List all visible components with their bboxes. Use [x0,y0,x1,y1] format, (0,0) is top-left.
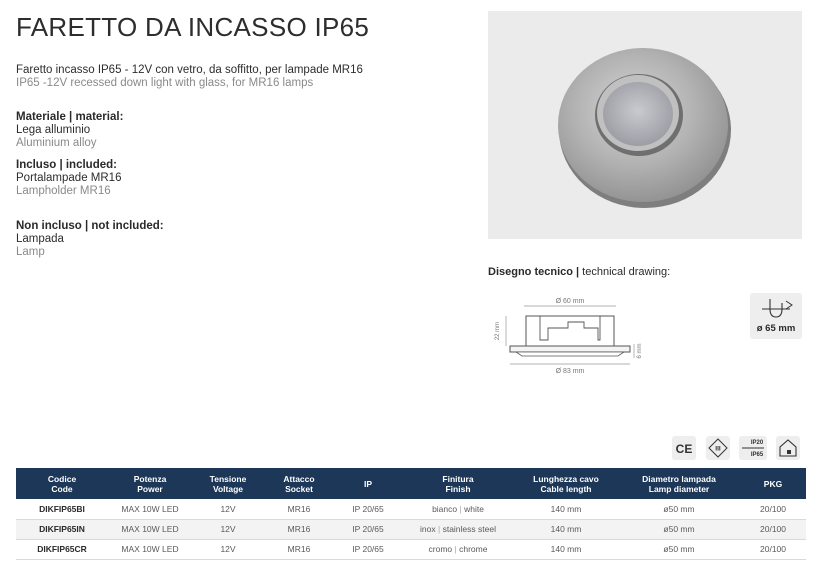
dim-rim-label: 6 mm [637,343,643,359]
spec-value-en: Lamp [16,246,45,258]
col-header-voltage: Tensione Voltage [192,468,264,499]
col-header-pkg: PKG [740,468,806,499]
svg-text:CE: CE [675,442,693,456]
spec-included [16,159,121,198]
cutout-hole-badge [750,293,802,339]
spec-value-it: Portalampade MR16 [16,172,122,184]
table-row: DIKFIP65IN MAX 10W LED 12V MR16 IP 20/65 inox | stainless steel 140 mm ø50 mm 20/100 [16,519,806,539]
col-header-socket: Attacco Socket [264,468,334,499]
spec-value-en: Lampholder MR16 [16,185,111,197]
spec-value-it: Lega alluminio [16,124,91,136]
drawing-title: Disegno tecnico | technical drawing: [488,266,671,278]
indoor-use-icon [776,436,800,460]
table-row: DIKFIP65BI MAX 10W LED 12V MR16 IP 20/65 bianco | white 140 mm ø50 mm 20/100 [16,499,806,519]
svg-text:IP20: IP20 [750,440,764,446]
product-photo [488,11,802,239]
ip-rating-icon [739,436,767,460]
product-description [16,64,363,90]
page-title: FARETTO DA INCASSO IP65 [16,12,370,42]
dim-bottom-label: Ø 83 mm [555,368,585,375]
downlight-illustration [488,11,802,239]
spec-value-en: Aluminium alloy [16,137,97,149]
spec-heading: Non incluso | not included: [16,220,164,232]
spec-material [16,111,123,150]
col-header-power: Potenza Power [108,468,192,499]
description-it: Faretto incasso IP65 - 12V con vetro, da soffitto, per lampade MR16 [16,64,363,76]
technical-drawing [488,288,648,380]
dim-height-label: 22 mm [495,321,501,341]
table-row: DIKFIP65CR MAX 10W LED 12V MR16 IP 20/65 cromo | chrome 140 mm ø50 mm 20/100 [16,539,806,559]
cutout-diameter-label: ø 65 mm [756,323,796,334]
ceiling-cutout-icon [750,293,802,323]
spec-heading: Incluso | included: [16,159,117,171]
svg-text:IP65: IP65 [750,452,764,458]
col-header-lamp-diameter: Diametro lampada Lamp diameter [618,468,740,499]
class-iii-icon [706,436,730,460]
svg-text:III: III [715,445,721,453]
description-en: IP65 -12V recessed down light with glass, for MR16 lamps [16,77,314,89]
col-header-code: Codice Code [16,468,108,499]
product-table [16,468,806,560]
col-header-cable-length: Lunghezza cavo Cable length [514,468,618,499]
spec-heading: Materiale | material: [16,111,124,123]
col-header-finish: Finitura Finish [402,468,514,499]
dim-top-label: Ø 60 mm [555,298,585,305]
ce-mark-icon [672,436,696,460]
spec-not-included [16,220,164,259]
table-header-row [16,468,806,499]
col-header-ip: IP [334,468,402,499]
spec-value-it: Lampada [16,233,64,245]
